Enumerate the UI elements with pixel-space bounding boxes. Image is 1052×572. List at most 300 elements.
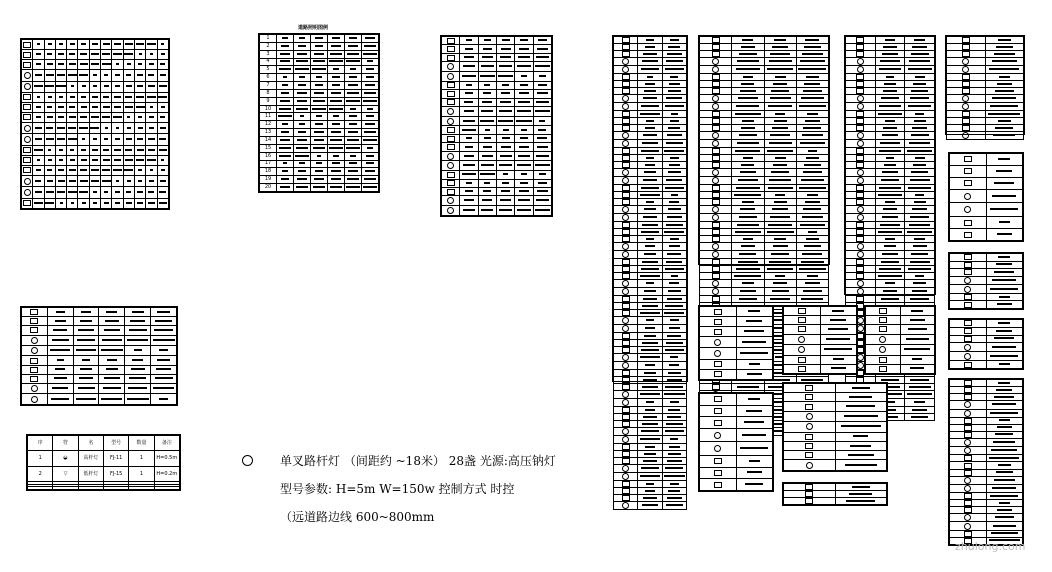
cell-symbol-icon [964,493,972,499]
cell-line-mark [645,490,656,492]
cell-line-mark [767,68,793,70]
grid-cell [614,481,638,488]
grid-row [700,125,829,132]
cell-symbol-icon [964,156,972,162]
cell-line-mark [802,216,824,218]
grid-cell [875,236,905,243]
grid-cell [614,162,638,169]
grid-cell [123,50,134,60]
grid-cell [345,129,362,137]
grid-cell [846,51,876,58]
grid-cell [515,151,533,161]
cell-symbol-icon [622,288,629,295]
grid-cell [146,187,157,198]
cell-line-mark [535,110,549,112]
cell-line-mark [641,68,659,70]
grid-cell [950,492,987,499]
cell-line-mark [845,464,877,466]
cell-line-mark [315,45,324,47]
cell-line-mark [669,164,680,166]
grid-cell [764,132,796,140]
cell-line-mark [667,134,682,136]
cell-symbol-icon [856,37,864,43]
cell-line-mark [367,108,373,110]
grid-cell [362,136,379,144]
cell-symbol-icon [798,357,806,363]
grid-row [866,334,935,345]
cell-line-mark [59,43,64,45]
grid-cell [638,229,662,236]
grid-cell [134,92,145,102]
cell-symbol-icon [447,153,454,160]
cell-line-mark [82,85,86,87]
cell-line-mark [54,377,67,379]
cell-line-mark [670,120,680,122]
grid-cell [151,346,177,356]
grid-row [846,162,935,169]
cell-line-mark [668,372,681,374]
legend-table-m6-grid [783,483,887,505]
legend-table-m4-grid [699,393,773,491]
grid-cell [515,53,533,61]
cell-symbol-icon [447,108,454,115]
cell-line-mark [463,65,475,67]
cell-line-mark [992,279,1016,281]
grid-cell [986,189,1023,203]
cell-line-mark [802,253,822,255]
grid-row [260,105,379,113]
cell-line-mark [346,100,359,102]
grid-cell [986,285,1023,294]
grid-cell [638,458,662,465]
grid-cell [947,44,986,51]
grid-cell [47,384,73,394]
grid-cell [125,335,151,345]
cell-line-mark [994,182,1014,184]
grid-row [614,495,687,502]
cell-line-mark [643,216,657,218]
grid-cell [905,399,935,407]
cell-line-mark [148,191,154,193]
grid-cell [311,121,328,129]
cell-line-mark [149,180,154,182]
cell-line-mark [770,97,791,99]
grid-cell [460,90,478,98]
cell-line-mark [55,368,65,370]
grid-cell [614,229,638,236]
cell-line-mark [879,268,901,270]
cell-line-mark [641,105,658,107]
grid-row [947,51,1024,58]
cell-line-mark [482,199,492,201]
grid-cell [638,280,662,288]
grid-cell [157,60,168,70]
cell-line-mark [988,113,1020,115]
grid-row [442,206,552,216]
cell-line-mark [909,60,930,62]
grid-cell [311,144,328,152]
grid-cell [277,129,294,137]
grid-cell [22,346,48,356]
grid-cell [905,132,935,140]
grid-row [614,229,687,236]
grid-cell [55,112,66,122]
cell-line-mark [667,53,681,55]
grid-cell [89,187,100,198]
cell-symbol-icon [714,396,722,402]
cell-symbol-icon [964,336,972,342]
cell-symbol-icon [622,317,629,324]
cell-line-mark [136,43,144,45]
cell-symbol-icon [798,317,806,323]
cell-line-mark [665,430,684,432]
cell-line-mark [990,208,1018,210]
grid-cell [950,301,987,309]
cell-symbol-icon [857,169,864,176]
cell-line-mark [883,46,896,48]
cell-symbol-icon [962,111,970,117]
grid-row [260,129,379,137]
cell-symbol-icon [964,463,972,469]
cell-line-mark [464,56,474,58]
grid-row [950,261,1023,269]
grid-row [700,259,829,266]
grid-cell [866,307,901,316]
cell-line-mark [881,261,900,263]
grid-cell [294,97,311,105]
cell-symbol-icon [622,473,629,480]
cell-line-mark [908,105,931,107]
grid-cell [875,103,905,111]
cell-line-mark [103,43,110,45]
cell-line-mark [484,39,491,41]
cell-line-mark [502,182,509,184]
grid-cell [614,140,638,148]
cell-line-mark [643,497,656,499]
grid-cell [796,192,828,199]
cell-line-mark [743,238,753,240]
grid-cell [134,70,145,81]
grid-cell [277,113,294,121]
grid-row [950,409,1023,417]
grid-cell [638,384,662,391]
legend-column-a [612,35,688,382]
grid-row [22,134,169,145]
grid-cell [700,118,732,125]
grid-cell [985,44,1024,51]
grid-cell [157,123,168,134]
grid-cell [311,176,328,184]
grid-cell [157,81,168,92]
cell-line-mark [296,147,308,149]
cell-line-mark [771,253,789,255]
cell-line-mark [644,335,657,337]
grid-cell [47,346,73,356]
grid-row [442,126,552,134]
grid-cell [820,364,857,373]
grid-row [846,192,935,199]
cell-line-mark [666,342,683,344]
grid-cell [662,66,686,74]
grid-row [442,143,552,151]
grid-cell [820,334,857,345]
grid-cell [784,460,836,471]
grid-row [614,407,687,414]
cell-line-mark [998,158,1010,160]
cell-symbol-icon [712,288,719,295]
cell-symbol-icon [856,222,864,228]
grid-cell [460,72,478,82]
grid-cell [44,155,55,165]
cell-symbol-icon [31,337,38,344]
grid-cell [700,251,732,259]
grid-cell [638,88,662,95]
cell-line-mark [501,92,510,94]
grid-cell [345,168,362,176]
cell-line-mark [643,298,657,300]
grid-cell [700,359,737,369]
grid-cell [442,37,460,45]
grid-cell [732,177,764,185]
cell-line-mark [992,97,1016,99]
grid-cell [151,326,177,335]
cell-line-mark [125,149,132,151]
cell-line-mark [667,460,683,462]
cell-line-mark [115,138,120,140]
grid-row [700,251,829,259]
legend-table-m1 [698,305,774,381]
grid-row [614,377,687,384]
grid-cell [515,72,533,82]
cell-line-mark [807,113,818,115]
cell-line-mark [803,208,821,210]
grid-cell [986,261,1023,269]
cell-line-mark [848,454,874,456]
grid-cell [835,384,887,393]
grid-row [442,98,552,106]
grid-cell [294,35,311,43]
grid-cell [442,98,460,106]
grid-cell [700,467,737,479]
grid-cell [614,44,638,51]
cell-line-mark [50,349,70,351]
cell-line-mark [668,409,680,411]
grid-row [784,384,887,393]
cell-line-mark [736,187,759,189]
cell-line-mark [499,209,512,211]
grid-cell [515,188,533,196]
grid-cell [662,317,686,325]
grid-cell [764,266,796,273]
grid-cell [533,134,551,142]
legend-table-m5 [782,382,888,472]
grid-cell [947,66,986,74]
grid-row [614,251,687,259]
grid-row [950,455,1023,462]
grid-cell [614,347,638,354]
grid-cell [875,148,905,155]
grid-cell [866,334,901,345]
grid-row [614,421,687,428]
grid-cell [328,168,345,176]
grid-row [442,188,552,196]
grid-cell [478,143,496,151]
grid-cell [533,116,551,126]
cell-line-mark [912,208,927,210]
grid-cell [277,184,294,192]
cell-line-mark [36,169,41,171]
table-cell: 名 [78,436,103,451]
grid-cell [478,98,496,106]
cell-line-mark [299,76,305,78]
cell-line-mark [749,460,760,462]
grid-cell [846,280,876,288]
cell-line-mark [484,84,490,86]
grid-cell [614,37,638,44]
grid-cell [638,44,662,51]
grid-cell [784,441,836,450]
grid-cell [112,92,123,102]
grid-cell [846,66,876,74]
cell-line-mark [329,60,342,62]
cell-line-mark [103,159,110,161]
cell-line-mark [57,359,64,361]
grid-cell [950,285,987,294]
grid-cell [764,288,796,296]
grid-cell [662,384,686,391]
grid-cell [638,502,662,510]
grid-cell [700,132,732,140]
cell-line-mark [998,464,1011,466]
cell-line-mark [879,150,902,152]
grid-cell [700,369,737,379]
cell-line-mark [46,191,54,193]
grid-cell [328,89,345,97]
grid-cell [662,88,686,95]
cell-line-mark [483,190,491,192]
grid-cell [328,136,345,144]
grid-cell [460,143,478,151]
cell-line-mark [332,37,340,39]
grid-cell [496,90,514,98]
legend-table-r2-grid [949,253,1023,309]
grid-row [614,481,687,488]
cell-symbol-icon [622,436,629,443]
cell-line-mark [332,76,339,78]
cell-symbol-icon [964,394,972,400]
cell-line-mark [994,479,1015,481]
grid-row [260,97,379,105]
cell-symbol-icon [856,111,864,117]
cell-symbol-icon [964,523,971,530]
grid-cell [73,308,99,317]
cell-line-mark [772,46,788,48]
grid-cell [846,177,876,185]
grid-cell [362,89,379,97]
cell-line-mark [802,134,823,136]
grid-cell [986,417,1023,424]
cell-line-mark [154,329,173,331]
cell-line-mark [805,201,820,203]
cell-symbol-icon [805,491,813,497]
grid-cell [905,177,935,185]
grid-cell [905,199,935,206]
cell-symbol-icon [714,329,722,335]
legend-table-2 [258,33,380,193]
cell-line-mark [92,43,98,45]
legend-table-3 [440,35,553,217]
cell-line-mark [148,85,155,87]
grid-row [614,273,687,280]
grid-cell [662,95,686,103]
grid-cell [875,155,905,162]
cell-line-mark [799,268,826,270]
grid-cell [950,447,987,455]
grid-cell [875,199,905,206]
cell-line-mark [539,120,545,122]
grid-cell [67,155,78,165]
grid-row [846,243,935,251]
cell-symbol-icon [622,481,630,487]
grid-cell [905,214,935,222]
cell-line-mark [670,401,679,403]
cell-line-mark [833,358,844,360]
grid-cell [67,60,78,70]
grid-cell: 1 [260,35,277,43]
grid-cell [900,364,935,373]
grid-cell [362,184,379,192]
cell-symbol-icon [856,266,864,272]
grid-row [950,177,1023,189]
cell-line-mark [769,60,792,62]
legend-table-main-grid [21,39,169,209]
cell-symbol-icon [964,425,972,431]
grid-cell [638,177,662,185]
cell-line-mark [59,159,64,161]
grid-cell [294,42,311,50]
grid-cell [614,118,638,125]
cell-line-mark [59,96,63,98]
cell-line-mark [914,201,926,203]
grid-row [614,95,687,103]
grid-cell [22,165,33,175]
cell-symbol-icon [447,136,455,142]
grid-cell [22,112,33,122]
grid-cell [78,145,89,155]
cell-line-mark [136,159,144,161]
grid-cell [662,428,686,436]
cell-symbol-icon [447,162,454,169]
grid-cell [44,102,55,112]
cell-line-mark [669,446,680,448]
grid-cell [112,198,123,208]
grid-cell [638,118,662,125]
grid-cell [638,95,662,103]
grid-cell [533,171,551,179]
cell-line-mark [665,187,684,189]
grid-cell [764,243,796,251]
cell-line-mark [668,90,681,92]
grid-cell [89,112,100,122]
grid-cell [101,112,112,122]
grid-cell [112,70,123,81]
cell-symbol-icon [622,502,629,509]
cell-line-mark [160,180,166,182]
grid-cell [950,217,987,229]
grid-cell [311,152,328,160]
cell-line-mark [365,170,376,172]
grid-row [22,365,177,374]
